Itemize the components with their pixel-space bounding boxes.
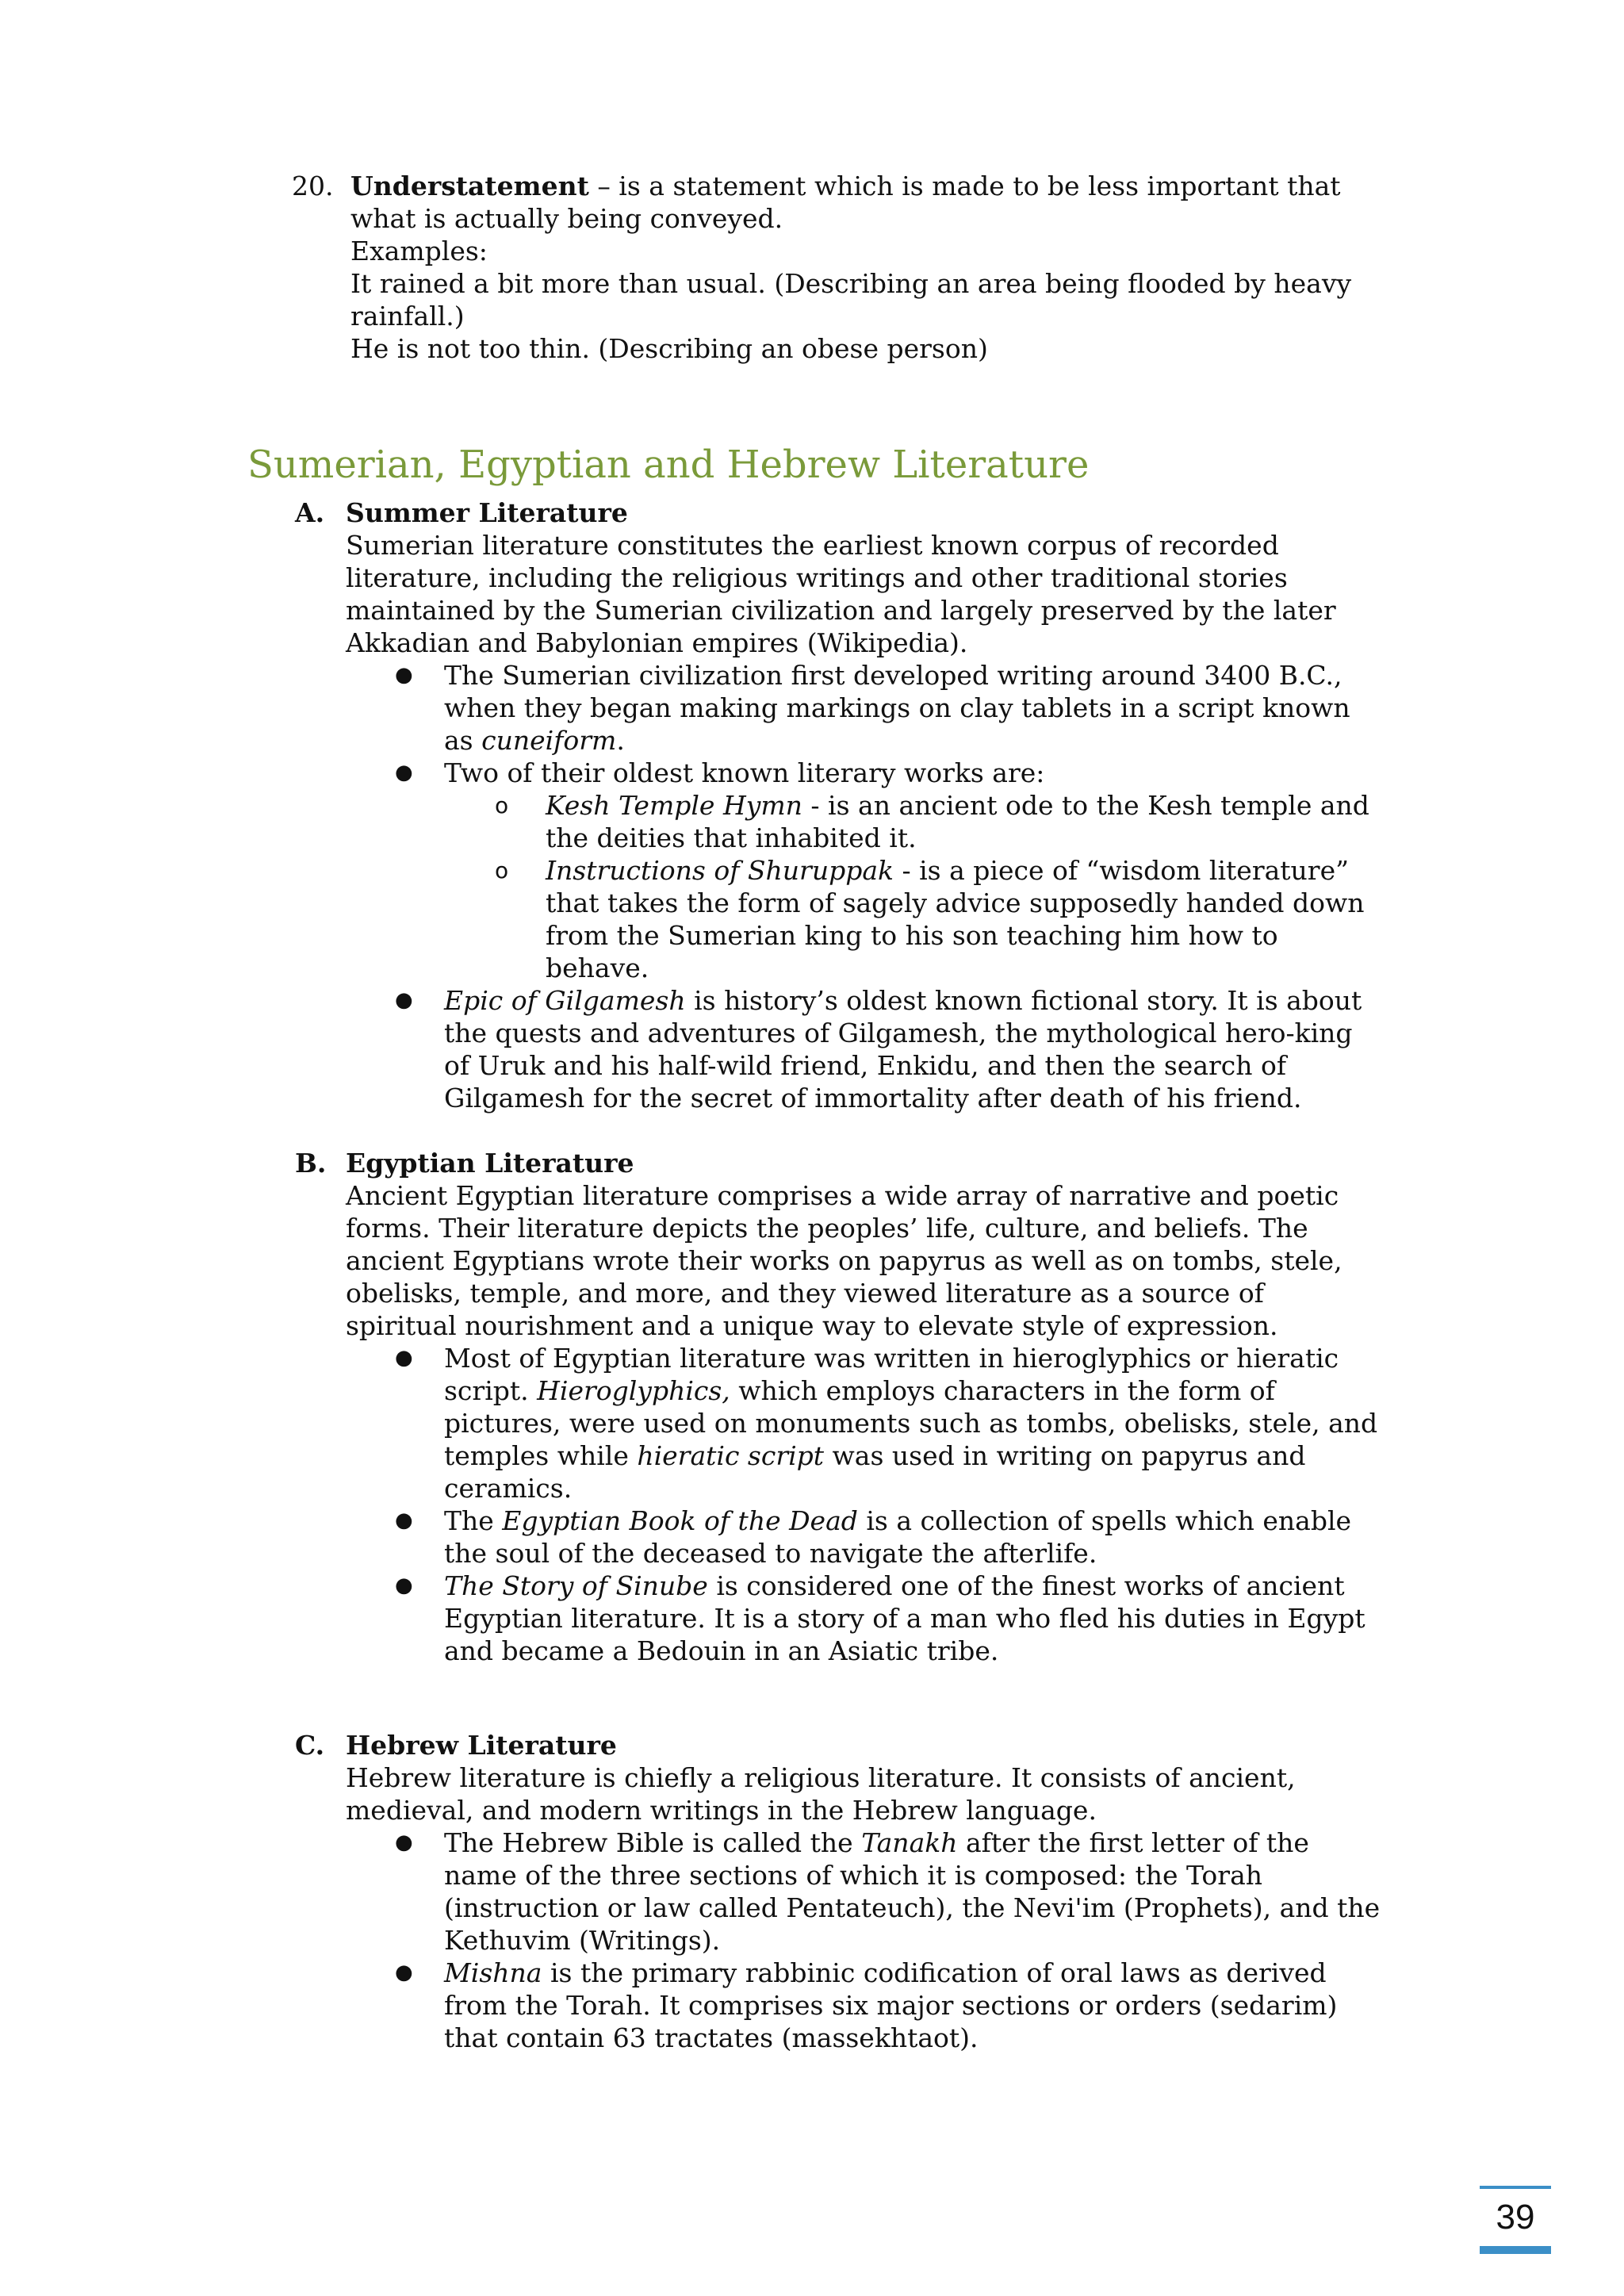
section-heading xyxy=(295,1729,1381,1761)
page-number: 39 xyxy=(1496,2198,1535,2237)
bullet-text: after the first letter of the name of the three sections of which it is composed: the Torah (instruction or law called Pentateuch), the Nevi'im (Prophets), and the Kethuvim (Writings). xyxy=(444,1827,1381,1956)
section-heading-text: Hebrew Literature xyxy=(346,1730,617,1761)
examples-label: Examples: xyxy=(350,236,488,266)
italic-term: Hieroglyphics, xyxy=(537,1375,730,1406)
item-definition xyxy=(350,170,1381,235)
bullet-icon: ● xyxy=(395,1961,413,1984)
term: Understatement xyxy=(350,171,589,201)
section-hebrew-literature xyxy=(295,1729,1381,2054)
bullet-text: - is an ancient ode to the Kesh temple and the deities that inhabited it. xyxy=(546,790,1369,853)
example-text: It rained a bit more than usual. (Describing an area being flooded by heavy rainfall.) xyxy=(350,268,1352,332)
bullet-text: The Sumerian civilization first developed writing around 3400 B.C., when they began making markings on clay tablets in a script known as xyxy=(444,660,1350,756)
section-summer-literature xyxy=(295,496,1381,1114)
page-number-box xyxy=(1480,2186,1551,2254)
italic-term: The Story of Sinube xyxy=(444,1570,708,1601)
sub-bullet-item xyxy=(295,789,1381,854)
sub-bullet-item xyxy=(295,854,1381,984)
section-paragraph: Hebrew literature is chiefly a religious literature. It consists of ancient, medieval, and modern writings in the Hebrew language. xyxy=(346,1762,1296,1826)
bullet-text: is history’s oldest known fictional story. It is about the quests and adventures of Gilgamesh, the mythological hero-king of Uruk and his half-wild friend, Enkidu, and then the search of Gilgamesh for the secret of immortality after death of his friend. xyxy=(444,985,1362,1114)
section-paragraph: Sumerian literature constitutes the earliest known corpus of recorded literature, including the religious writings and other traditional stories maintained by the Sumerian civilization and largely preserved by the later Akkadian and Babylonian empires (Wikipedia). xyxy=(346,530,1336,658)
bullet-text: Two of their oldest known literary works are: xyxy=(444,757,1045,788)
bullet-item xyxy=(295,1826,1381,1957)
section-letter: C. xyxy=(295,1730,325,1761)
bullet-text: is considered one of the finest works of ancient Egyptian literature. It is a story of a man who fled his duties in Egypt and became a Bedouin in an Asiatic tribe. xyxy=(444,1570,1365,1666)
bullet-text: which employs characters in the form of pictures, were used on monuments such as tombs, obelisks, stele, and temples while xyxy=(444,1375,1378,1471)
bullet-text: is a collection of spells which enable the soul of the deceased to navigate the afterlife. xyxy=(444,1505,1352,1569)
bullet-text: was used in writing on papyrus and ceramics. xyxy=(444,1440,1306,1504)
bullet-item xyxy=(295,659,1381,757)
bullet-text: - is a piece of “wisdom literature” that takes the form of sagely advice supposedly handed down from the Sumerian king to his son teaching him how to behave. xyxy=(546,855,1365,983)
bullet-item xyxy=(295,1342,1381,1504)
bullet-text: The Hebrew Bible is called the xyxy=(444,1827,862,1858)
bullet-item xyxy=(295,757,1381,789)
definition-text: – is a statement which is made to be less important that what is actually being conveyed. xyxy=(350,171,1341,234)
section-letter: B. xyxy=(295,1148,327,1179)
section-heading-text: Egyptian Literature xyxy=(346,1148,634,1179)
section-paragraph: Ancient Egyptian literature comprises a wide array of narrative and poetic forms. Their literature depicts the peoples’ life, culture, and beliefs. The ancient Egyptians wrote their works on papyrus as well as on tombs, stele, obelisks, temple, and more, and they viewed literature as a source of spiritual nourishment and a unique way to elevate style of expression. xyxy=(346,1180,1342,1341)
bullet-icon: ● xyxy=(395,761,413,784)
italic-term: cuneiform xyxy=(481,725,617,756)
bullet-icon: ● xyxy=(395,663,413,687)
section-title: Sumerian, Egyptian and Hebrew Literature xyxy=(247,443,1090,487)
section-heading xyxy=(295,1147,1381,1179)
bullet-text: Most of Egyptian literature was written in hieroglyphics or hieratic script. xyxy=(444,1343,1339,1406)
italic-term: Kesh Temple Hymn xyxy=(546,790,802,821)
numbered-item xyxy=(292,170,1381,365)
section-egyptian-literature xyxy=(295,1147,1381,1667)
section-heading-text: Summer Literature xyxy=(346,497,628,528)
italic-term: Instructions of Shuruppak xyxy=(546,855,894,886)
example-text: He is not too thin. (Describing an obese person) xyxy=(350,333,988,364)
italic-term: Egyptian Book of the Dead xyxy=(502,1505,858,1536)
bullet-icon: ● xyxy=(395,1573,413,1597)
bullet-text: is the primary rabbinic codification of oral laws as derived from the Torah. It comprises six major sections or orders (sedarim) that contain 63 tractates (massekhtaot). xyxy=(444,1957,1338,2053)
bullet-icon: ● xyxy=(395,1508,413,1532)
bullet-text: . xyxy=(616,725,625,756)
page-number-rule-bottom xyxy=(1480,2246,1551,2254)
item-number: 20. xyxy=(292,171,334,201)
bullet-text: The xyxy=(444,1505,503,1536)
bullet-item xyxy=(295,1957,1381,2054)
page-number-rule-top xyxy=(1480,2186,1551,2189)
bullet-item xyxy=(295,1570,1381,1667)
italic-term: Epic of Gilgamesh xyxy=(444,985,686,1016)
circle-bullet-icon: o xyxy=(495,792,509,818)
bullet-icon: ● xyxy=(395,1830,413,1854)
section-letter: A. xyxy=(295,497,325,528)
list-item-understatement xyxy=(292,170,1381,365)
bullet-item xyxy=(295,1504,1381,1570)
section-heading xyxy=(295,496,1381,529)
italic-term: hieratic script xyxy=(637,1440,825,1471)
italic-term: Tanakh xyxy=(861,1827,958,1858)
circle-bullet-icon: o xyxy=(495,857,509,884)
bullet-icon: ● xyxy=(395,988,413,1012)
bullet-icon: ● xyxy=(395,1346,413,1370)
bullet-item xyxy=(295,984,1381,1114)
italic-term: Mishna xyxy=(444,1957,542,1988)
